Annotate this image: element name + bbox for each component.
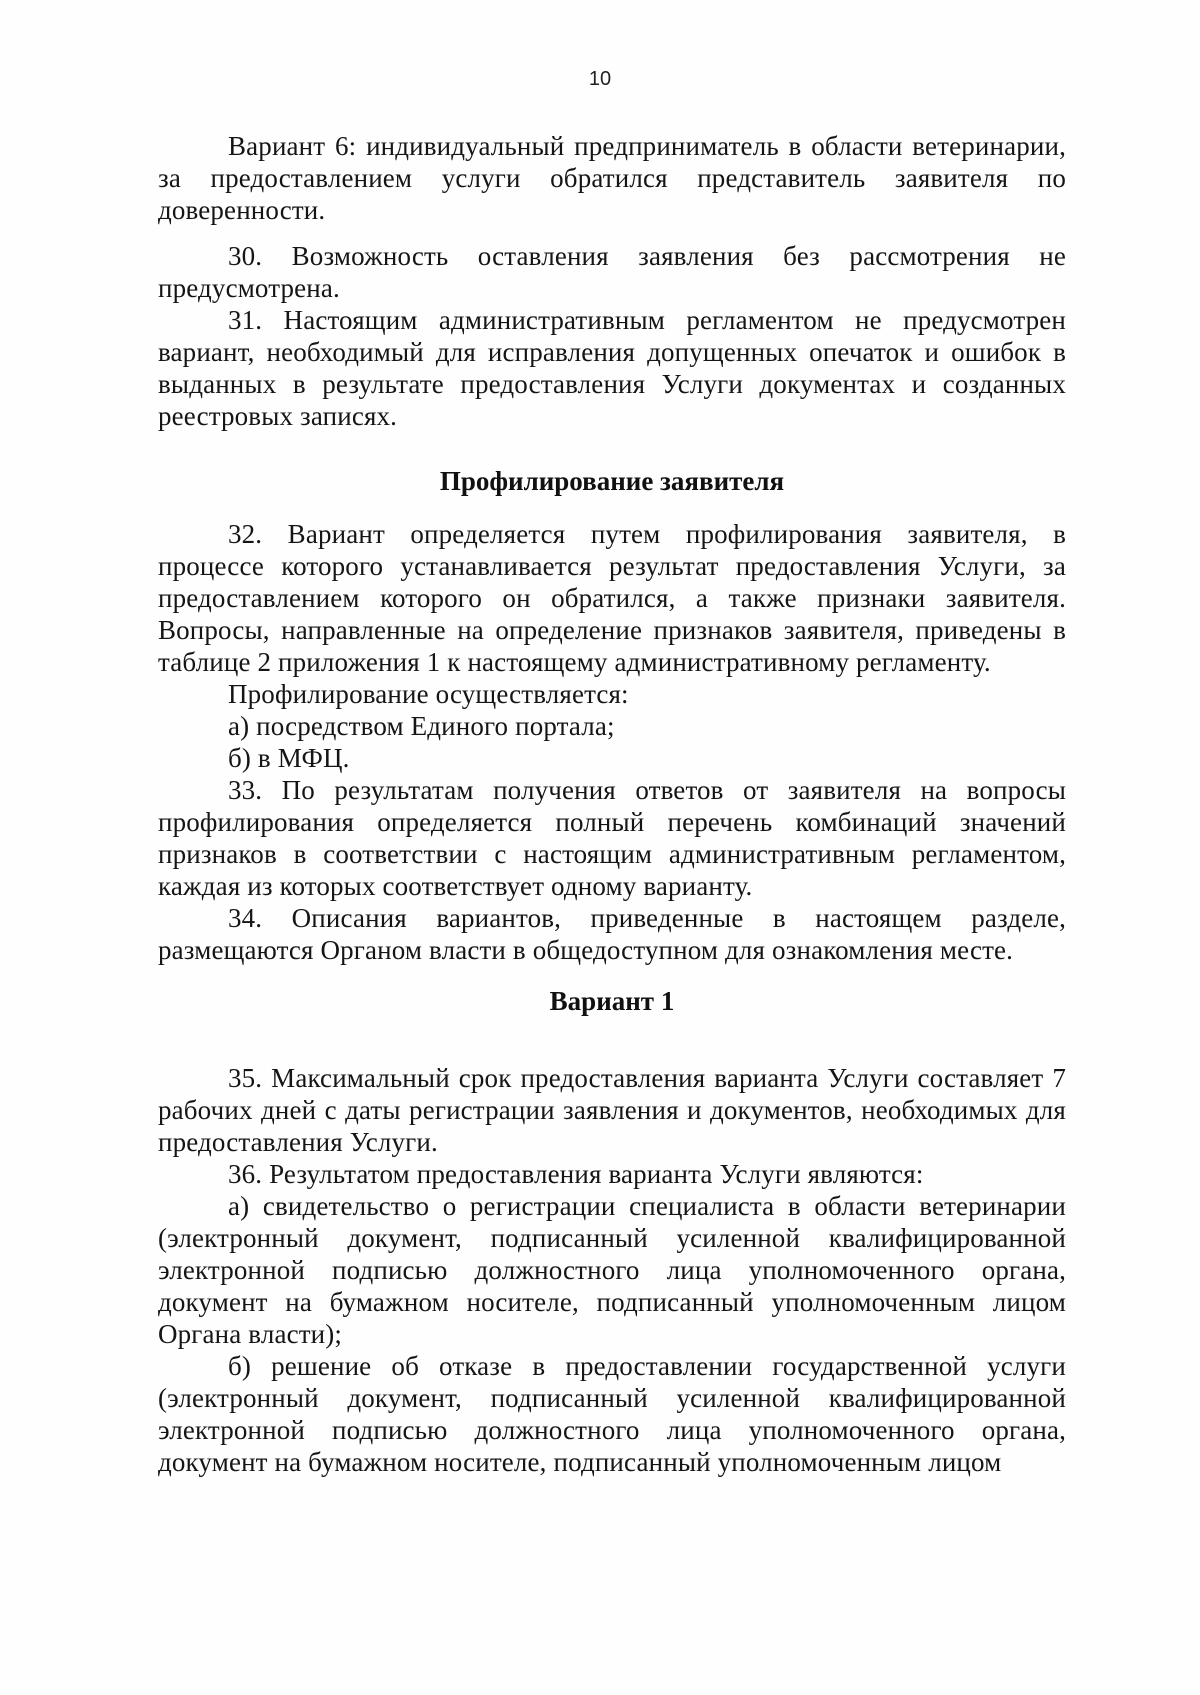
- profiling-intro: Профилирование осуществляется:: [228, 679, 629, 709]
- variant6-paragraph: Вариант 6: индивидуальный предприниматель в области ветеринарии, за предоставлением услуги обратился представитель заявителя по доверенности.: [158, 131, 1066, 225]
- profiling-option-b: б) в МФЦ.: [228, 743, 350, 773]
- item-36-option-b: б) решение об отказе в предоставлении государственной услуги (электронный документ, подписанный усиленной квалифицированной электронной подписью должностного лица уполномоченного органа, документ на бумажном носителе, подписанный уполномоченным лицом: [158, 1351, 1066, 1477]
- item-32-paragraph: 32. Вариант определяется путем профилирования заявителя, в процессе которого устанавливается результат предоставления Услуги, за предоставлением которого он обратился, а также признаки заявителя. Вопросы, направленные на определение признаков заявителя, приведены в таблице 2 приложения 1 к настоящему административному регламенту.: [158, 519, 1066, 677]
- item-36-option-a: а) свидетельство о регистрации специалиста в области ветеринарии (электронный документ, подписанный усиленной квалифицированной электронной подписью должностного лица уполномоченного органа, документ на бумажном носителе, подписанный уполномоченным лицом Органа власти);: [158, 1191, 1066, 1349]
- section-heading-profiling: Профилирование заявителя: [439, 466, 785, 496]
- page-number: 10: [588, 68, 612, 90]
- item-36-paragraph: 36. Результатом предоставления варианта Услуги являются:: [228, 1159, 924, 1189]
- variant6-block: [158, 130, 1066, 226]
- item-35-paragraph: 35. Максимальный срок предоставления варианта Услуги составляет 7 рабочих дней с даты регистрации заявления и документов, необходимых для предоставления Услуги.: [158, 1063, 1066, 1157]
- item-33-paragraph: 33. По результатам получения ответов от заявителя на вопросы профилирования определяется полный перечень комбинаций значений признаков в соответствии с настоящим административным регламентом, каждая из которых соответствует одному варианту.: [158, 775, 1066, 901]
- item-34-paragraph: 34. Описания вариантов, приведенные в настоящем разделе, размещаются Органом власти в общедоступном для ознакомления месте.: [158, 903, 1066, 965]
- item-30-paragraph: 30. Возможность оставления заявления без рассмотрения не предусмотрена.: [158, 241, 1066, 303]
- profiling-block: [158, 518, 1066, 966]
- item-31-paragraph: 31. Настоящим административным регламентом не предусмотрен вариант, необходимый для исправления допущенных опечаток и ошибок в выданных в результате предоставления Услуги документах и созданных реестровых записях.: [158, 305, 1066, 431]
- variant1-block: [158, 1062, 1066, 1478]
- items-30-31-block: [158, 240, 1066, 432]
- profiling-option-a: а) посредством Единого портала;: [228, 711, 615, 741]
- section-heading-variant1: Вариант 1: [549, 986, 675, 1016]
